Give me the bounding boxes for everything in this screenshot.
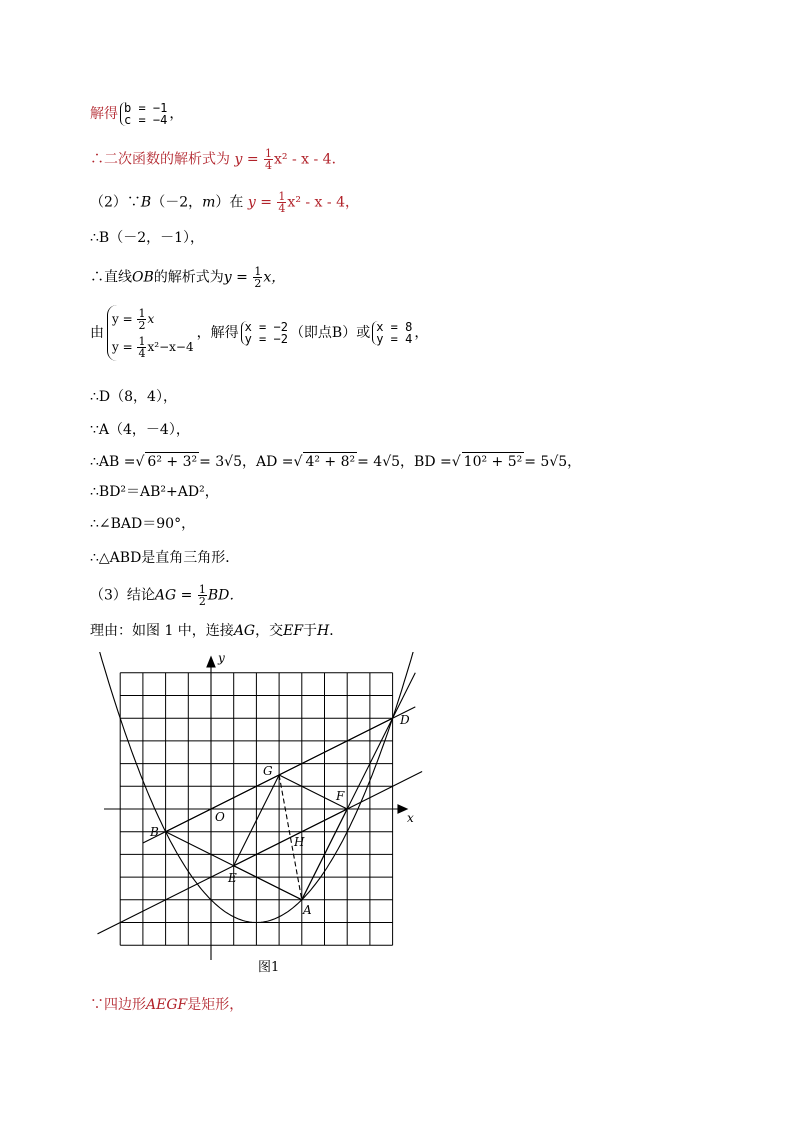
- solution-line-15: ∵四边形AEGF是矩形，: [90, 997, 244, 1013]
- point-label-a: A: [303, 903, 312, 917]
- solution-line-6: 由 y = $\frac{1}{2}$ x y = $\frac{1}{4}$ x²−x−4 ，解得 x = −2 y = −2 （即点B）或 x = 8 y = 4 ，: [90, 307, 429, 360]
- fraction: $\frac{1}{2}$: [198, 583, 206, 608]
- point-label-g: G: [263, 764, 273, 778]
- solution-line-2: ∴二次函数的解析式为 y = $\frac{1}{4}$ x² - x - 4．: [90, 147, 346, 172]
- solution-line-9: ∴AB =√ 6² + 3² = 3√5，AD =√ 4² + 8² = 4√5，BD =√ 10² + 5² = 5√5，: [90, 454, 582, 470]
- fraction: $\frac{1}{4}$: [278, 190, 286, 215]
- y-axis-label: y: [218, 651, 225, 665]
- equation-system: y = $\frac{1}{2}$ x y = $\frac{1}{4}$ x²−x−4: [107, 305, 194, 361]
- segment-ef: [234, 809, 348, 866]
- solution-line-7: ∴D（8，4），: [90, 389, 177, 405]
- point-label-d: D: [400, 713, 410, 727]
- origin-label: O: [215, 810, 225, 824]
- y-axis-arrow: [207, 657, 215, 667]
- x-axis-arrow: [398, 805, 407, 813]
- solution-line-5: ∴直线OB的解析式为y = $\frac{1}{2}$ x，: [90, 265, 286, 290]
- solution-line-12: ∴△ABD是直角三角形．: [90, 550, 240, 566]
- solution-line-14: 理由：如图 1 中，连接AG，交EF于H．: [90, 623, 344, 639]
- fraction: $\frac{1}{2}$: [254, 265, 262, 290]
- solve-label: 解得: [90, 106, 118, 122]
- solution-line-11: ∴∠BAD＝90°，: [90, 516, 196, 532]
- point-label-f: F: [336, 789, 345, 803]
- solution-line-3: （2）∵B（－2，m）在 y = $\frac{1}{4}$ x² - x - 4，: [90, 190, 359, 215]
- x-axis-label: x: [407, 811, 414, 825]
- solution-line-8: ∵A（4，－4），: [90, 422, 190, 438]
- point-label-b: B: [150, 825, 159, 839]
- solution-line-10: ∴BD²＝AB²+AD²，: [90, 484, 219, 500]
- fraction: $\frac{1}{4}$: [265, 147, 272, 172]
- figure-caption: 图1: [258, 960, 280, 975]
- solution-system: b = −1 c = −4: [120, 102, 167, 126]
- axes: [104, 657, 407, 960]
- point-label-e: E: [228, 871, 237, 885]
- solution-line-1: 解得 b = −1 c = −4 ，: [90, 101, 184, 127]
- point-label-h: H: [294, 835, 305, 849]
- solution-system-2: x = 8 y = 4: [372, 321, 412, 345]
- solution-line-4: ∴B（－2，－1），: [90, 230, 205, 246]
- solution-system-1: x = −2 y = −2: [241, 321, 288, 345]
- solution-line-13: （3）结论AG = $\frac{1}{2}$ BD．: [90, 583, 244, 608]
